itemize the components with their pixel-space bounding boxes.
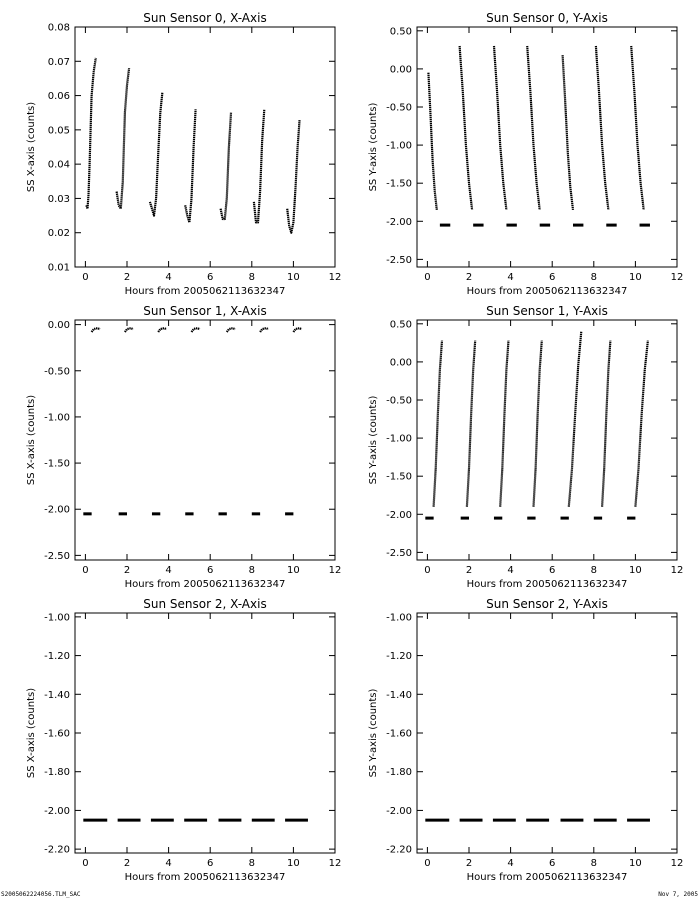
y-tick-label: -1.00 bbox=[44, 612, 70, 624]
y-tick-label: -0.50 bbox=[44, 366, 70, 378]
x-tick-label: 8 bbox=[248, 858, 255, 869]
data-sweep bbox=[287, 120, 299, 233]
x-tick-label: 0 bbox=[82, 858, 89, 869]
data-sweep bbox=[434, 341, 442, 507]
x-tick-label: 6 bbox=[207, 565, 214, 576]
panel-4 bbox=[368, 304, 683, 590]
x-tick-label: 6 bbox=[549, 565, 556, 576]
x-tick-label: 10 bbox=[629, 272, 642, 283]
y-tick-label: -1.40 bbox=[386, 689, 412, 701]
data-sweep bbox=[221, 113, 231, 219]
y-tick-label: 0.00 bbox=[389, 64, 412, 76]
data-sweep bbox=[563, 55, 573, 210]
y-tick-label: 0.02 bbox=[47, 228, 70, 240]
x-tick-label: 0 bbox=[424, 272, 431, 283]
data-sweep bbox=[494, 46, 506, 210]
data-sweep bbox=[602, 341, 610, 507]
data-sweep bbox=[227, 328, 235, 332]
x-tick-label: 6 bbox=[207, 858, 214, 869]
y-tick-label: 0.50 bbox=[389, 26, 412, 38]
data-sweep bbox=[428, 73, 436, 210]
data-sweep bbox=[293, 328, 301, 332]
chart-title: Sun Sensor 2, X-Axis bbox=[143, 597, 267, 611]
x-tick-label: 4 bbox=[165, 272, 172, 283]
data-sweep bbox=[125, 328, 133, 332]
y-tick-label: 0.00 bbox=[389, 357, 412, 369]
y-tick-label: 0.06 bbox=[47, 91, 70, 103]
file-name-label: S2005062224056.TLM_SAC bbox=[1, 891, 81, 898]
x-tick-label: 4 bbox=[165, 858, 172, 869]
y-tick-label: -2.20 bbox=[386, 844, 412, 856]
y-tick-label: -1.60 bbox=[44, 728, 70, 740]
x-axis-label: Hours from 2005062113632347 bbox=[466, 286, 628, 297]
x-tick-label: 2 bbox=[465, 858, 473, 869]
x-axis-label: Hours from 2005062113632347 bbox=[124, 579, 286, 590]
plot-frame bbox=[75, 27, 335, 267]
y-tick-label: -1.40 bbox=[44, 689, 70, 701]
x-tick-label: 0 bbox=[424, 858, 431, 869]
x-tick-label: 4 bbox=[507, 565, 514, 576]
plot-frame bbox=[75, 613, 335, 853]
y-tick-label: 0.07 bbox=[47, 56, 70, 68]
y-tick-label: -1.80 bbox=[386, 767, 412, 779]
x-tick-label: 6 bbox=[207, 272, 214, 283]
y-tick-label: -1.20 bbox=[44, 651, 70, 663]
y-axis-label: SS Y-axis (counts) bbox=[368, 102, 379, 192]
x-tick-label: 6 bbox=[549, 272, 556, 283]
data-sweep bbox=[185, 109, 195, 222]
data-sweep bbox=[460, 46, 473, 210]
panel-2 bbox=[368, 11, 683, 297]
y-tick-label: -1.20 bbox=[386, 651, 412, 663]
x-tick-label: 2 bbox=[123, 272, 131, 283]
y-tick-label: 0.08 bbox=[47, 22, 70, 34]
x-tick-label: 10 bbox=[287, 858, 300, 869]
y-tick-label: 0.05 bbox=[47, 125, 70, 137]
data-sweep bbox=[117, 68, 130, 209]
x-tick-label: 12 bbox=[670, 858, 684, 869]
panel-1 bbox=[26, 11, 341, 297]
panel-6 bbox=[368, 597, 683, 883]
x-tick-label: 12 bbox=[328, 858, 342, 869]
y-tick-label: 0.04 bbox=[47, 159, 70, 171]
x-tick-label: 12 bbox=[670, 565, 684, 576]
x-axis-label: Hours from 2005062113632347 bbox=[466, 872, 628, 883]
data-sweep bbox=[631, 46, 644, 210]
y-tick-label: 0.01 bbox=[47, 262, 70, 274]
y-tick-label: -2.00 bbox=[44, 504, 70, 516]
data-sweep bbox=[569, 331, 582, 506]
y-tick-label: -1.50 bbox=[386, 471, 412, 483]
y-tick-label: -1.60 bbox=[386, 728, 412, 740]
plot-frame bbox=[417, 613, 677, 853]
x-tick-label: 10 bbox=[287, 272, 300, 283]
x-tick-label: 8 bbox=[590, 858, 597, 869]
x-tick-label: 2 bbox=[123, 858, 131, 869]
y-tick-label: -1.00 bbox=[386, 433, 412, 445]
y-axis-label: SS X-axis (counts) bbox=[26, 101, 37, 193]
data-sweep bbox=[467, 341, 475, 507]
plot-frame bbox=[75, 320, 335, 560]
chart-title: Sun Sensor 1, X-Axis bbox=[143, 304, 267, 318]
x-axis-label: Hours from 2005062113632347 bbox=[124, 872, 286, 883]
y-tick-label: 0.03 bbox=[47, 193, 70, 205]
y-axis-label: SS Y-axis (counts) bbox=[368, 688, 379, 778]
y-tick-label: -0.50 bbox=[386, 395, 412, 407]
x-tick-label: 8 bbox=[248, 272, 255, 283]
chart-title: Sun Sensor 0, X-Axis bbox=[143, 11, 267, 25]
y-axis-label: SS Y-axis (counts) bbox=[368, 395, 379, 485]
y-tick-label: -2.00 bbox=[44, 805, 70, 817]
x-tick-label: 0 bbox=[424, 565, 431, 576]
y-tick-label: -2.00 bbox=[386, 509, 412, 521]
y-tick-label: -0.50 bbox=[386, 102, 412, 114]
data-sweep bbox=[158, 328, 166, 332]
x-tick-label: 8 bbox=[590, 272, 597, 283]
print-date-label: Nov 7, 2005 bbox=[658, 891, 698, 898]
data-sweep bbox=[86, 58, 95, 209]
y-axis-label: SS X-axis (counts) bbox=[26, 687, 37, 779]
x-tick-label: 2 bbox=[465, 565, 473, 576]
y-axis-label: SS X-axis (counts) bbox=[26, 394, 37, 486]
y-tick-label: -1.50 bbox=[44, 458, 70, 470]
x-tick-label: 0 bbox=[82, 272, 89, 283]
y-tick-label: -2.50 bbox=[386, 254, 412, 266]
x-tick-label: 2 bbox=[123, 565, 131, 576]
data-sweep bbox=[254, 109, 264, 222]
y-tick-label: -1.50 bbox=[386, 178, 412, 190]
x-tick-label: 6 bbox=[549, 858, 556, 869]
panel-3 bbox=[26, 304, 341, 590]
chart-title: Sun Sensor 0, Y-Axis bbox=[486, 11, 608, 25]
data-sweep bbox=[192, 328, 200, 332]
x-axis-label: Hours from 2005062113632347 bbox=[466, 579, 628, 590]
data-sweep bbox=[635, 341, 648, 507]
chart-title: Sun Sensor 1, Y-Axis bbox=[486, 304, 608, 318]
y-tick-label: -2.00 bbox=[386, 805, 412, 817]
data-sweep bbox=[527, 46, 540, 210]
data-sweep bbox=[500, 341, 508, 507]
data-sweep bbox=[534, 341, 542, 507]
data-sweep bbox=[92, 328, 100, 332]
x-tick-label: 4 bbox=[165, 565, 172, 576]
x-tick-label: 8 bbox=[590, 565, 597, 576]
x-tick-label: 10 bbox=[629, 858, 642, 869]
x-tick-label: 12 bbox=[670, 272, 684, 283]
x-tick-label: 0 bbox=[82, 565, 89, 576]
x-tick-label: 8 bbox=[248, 565, 255, 576]
y-tick-label: -1.00 bbox=[44, 412, 70, 424]
y-tick-label: -2.00 bbox=[386, 216, 412, 228]
data-sweep bbox=[150, 92, 163, 216]
x-tick-label: 12 bbox=[328, 565, 342, 576]
y-tick-label: 0.00 bbox=[47, 320, 70, 332]
x-tick-label: 2 bbox=[465, 272, 473, 283]
x-tick-label: 10 bbox=[287, 565, 300, 576]
x-tick-label: 4 bbox=[507, 272, 514, 283]
y-tick-label: -2.50 bbox=[386, 547, 412, 559]
panel-5 bbox=[26, 597, 341, 883]
y-tick-label: 0.50 bbox=[389, 319, 412, 331]
x-tick-label: 4 bbox=[507, 858, 514, 869]
data-sweep bbox=[596, 46, 609, 210]
y-tick-label: -1.00 bbox=[386, 612, 412, 624]
y-tick-label: -1.80 bbox=[44, 767, 70, 779]
x-tick-label: 10 bbox=[629, 565, 642, 576]
x-tick-label: 12 bbox=[328, 272, 342, 283]
y-tick-label: -1.00 bbox=[386, 140, 412, 152]
chart-title: Sun Sensor 2, Y-Axis bbox=[486, 597, 608, 611]
y-tick-label: -2.50 bbox=[44, 550, 70, 562]
x-axis-label: Hours from 2005062113632347 bbox=[124, 286, 286, 297]
data-sweep bbox=[260, 328, 268, 332]
y-tick-label: -2.20 bbox=[44, 844, 70, 856]
plot-frame bbox=[417, 320, 677, 560]
